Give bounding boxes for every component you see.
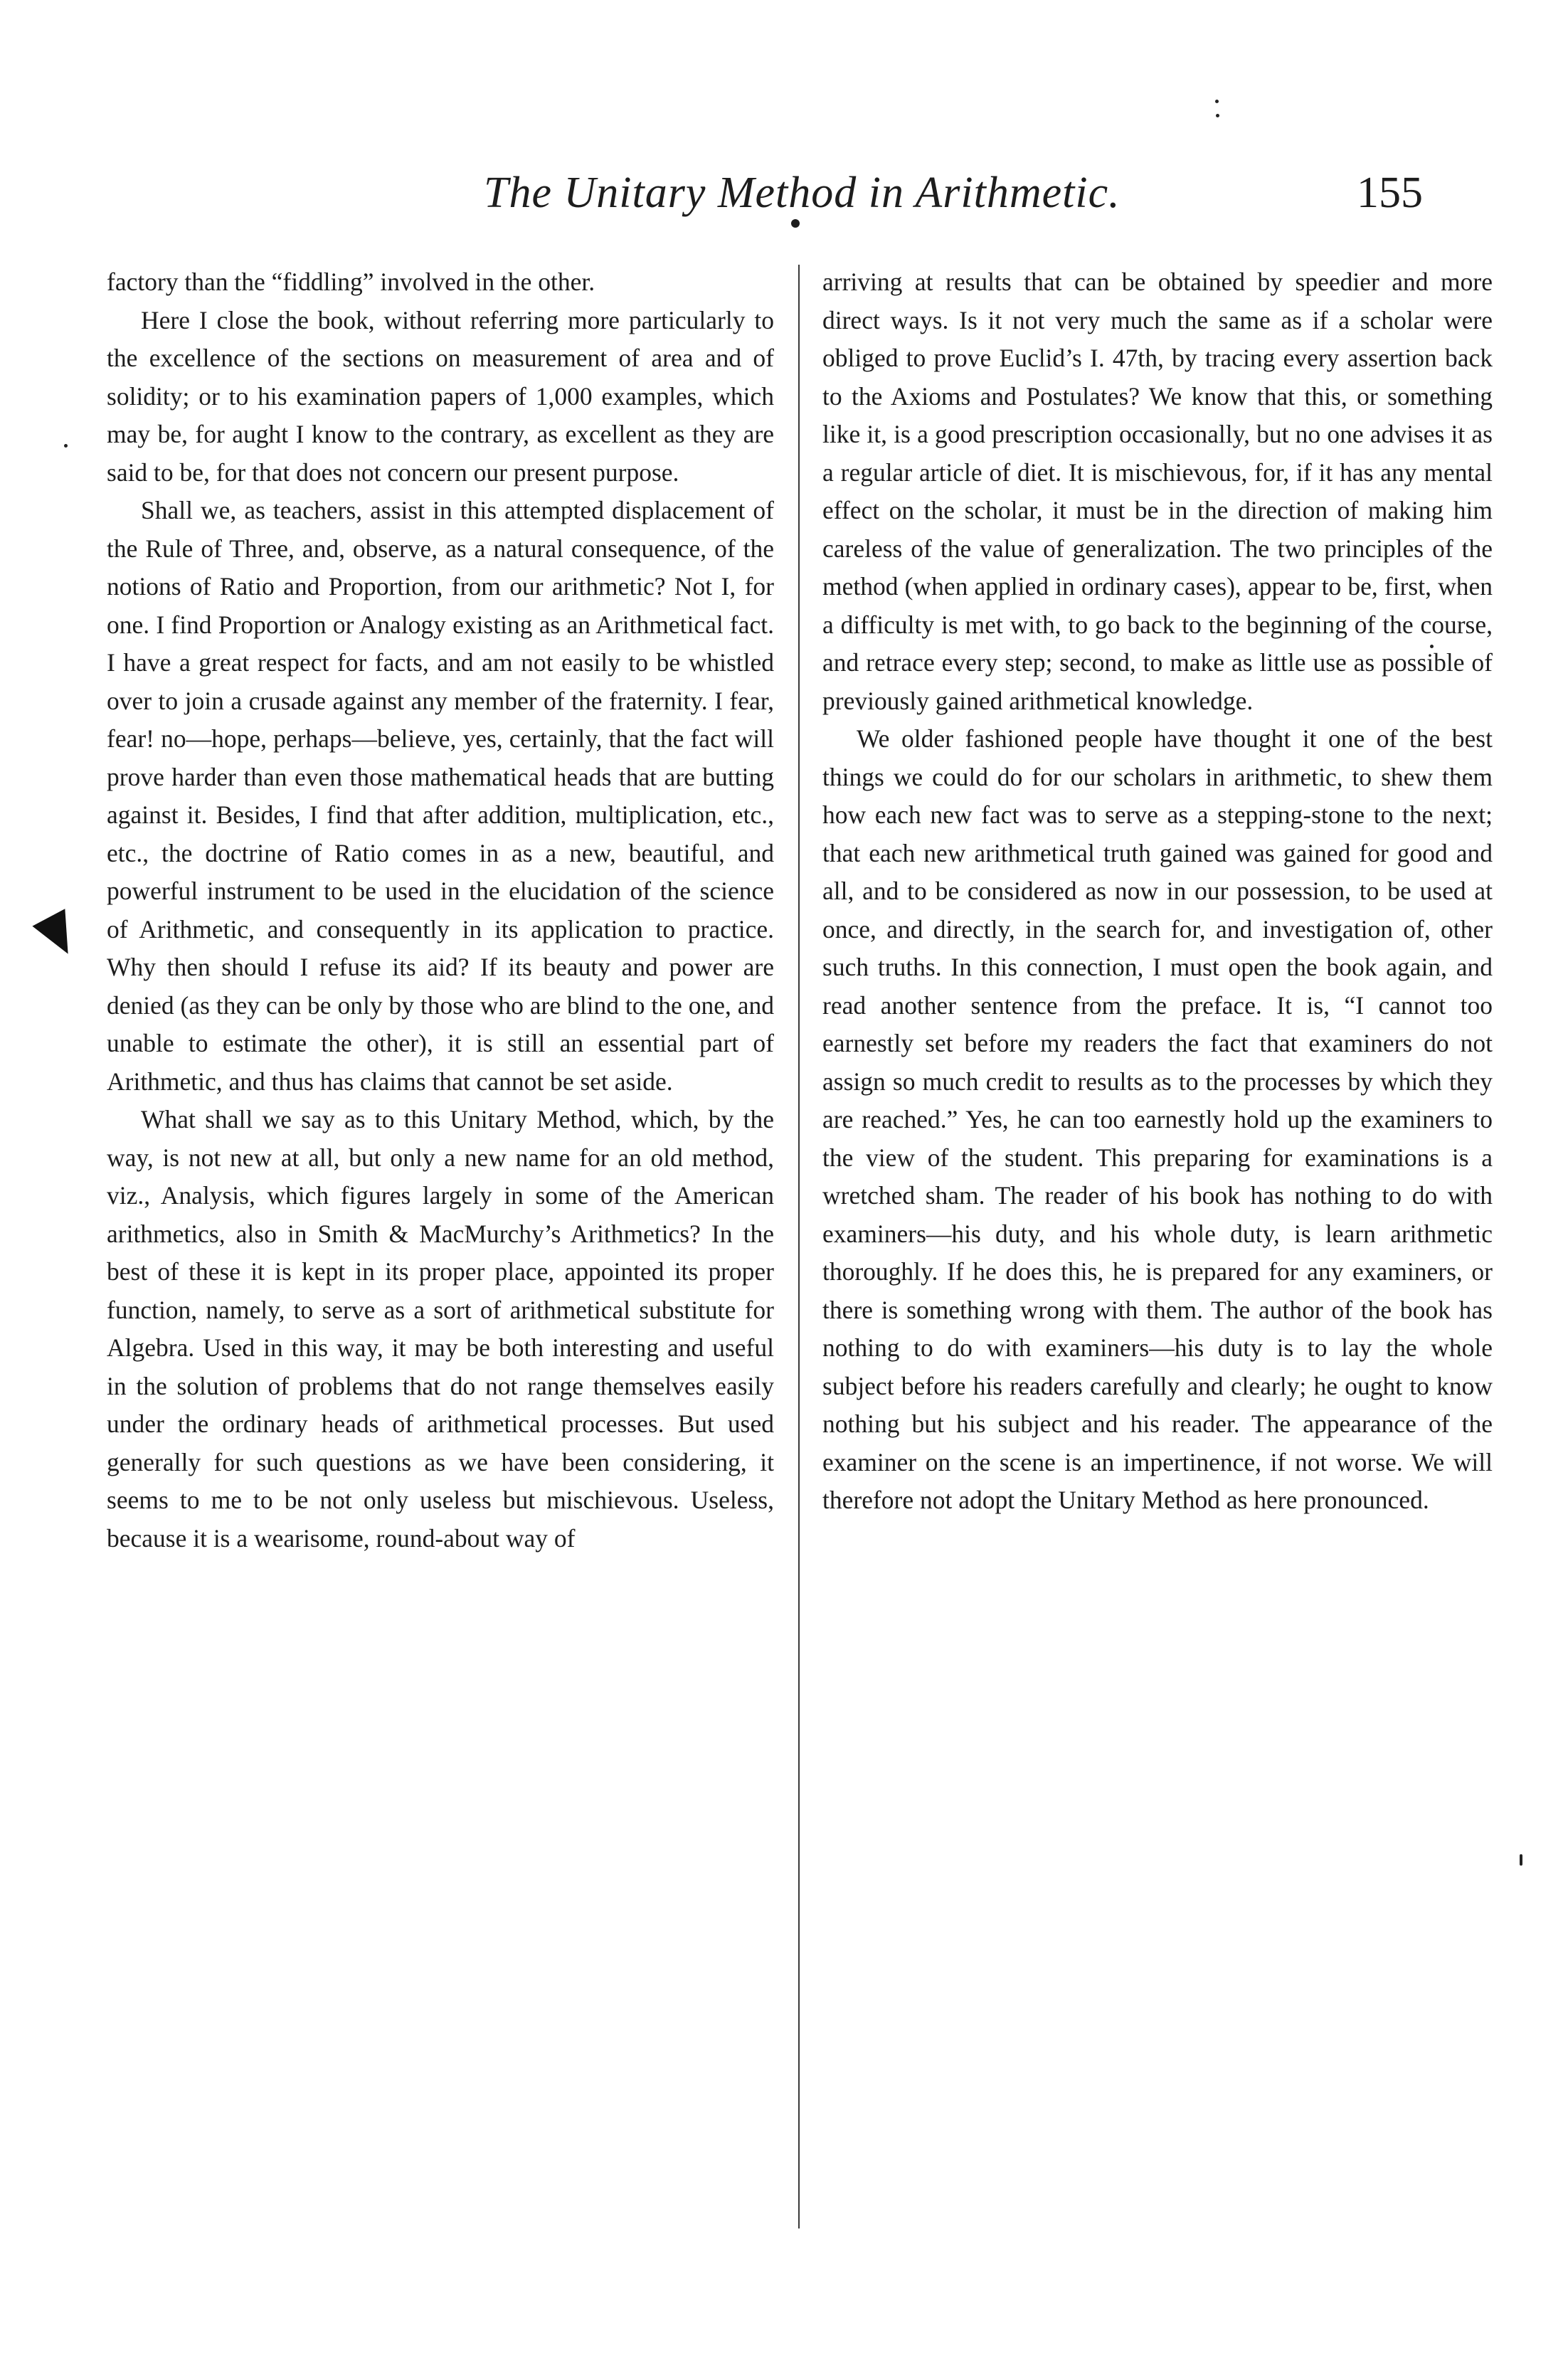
paragraph: What shall we say as to this Unitary Method, which, by the way, is not new at all, but only a new name for an old method, viz., Analysis, which figures largely in some of the American arithmetics, also in Smith & MacMurchy’s Arithmetics? In the best of these it is kept in its proper place, appointed its proper function, namely, to serve as a sort of arithmetical substitute for Algebra. Used in this way, it may be both interesting and useful in the solution of problems that do not range themselves easily under the ordinary heads of arithmetical processes. But used generally for such questions as we have been considering, it seems to me to be not only useless but mischievous. Useless, because it is a wearisome, round-about way of bbox=[107, 1105, 774, 1553]
right-column bbox=[822, 263, 1493, 1520]
speck-mark bbox=[1216, 114, 1219, 117]
running-title: The Unitary Method in Arithmetic. bbox=[484, 169, 1121, 217]
speck-mark bbox=[1215, 100, 1219, 103]
column-divider bbox=[798, 265, 800, 2228]
margin-arrow-mark bbox=[32, 909, 84, 963]
speck-mark bbox=[1520, 1854, 1522, 1866]
paragraph: factory than the “fiddling” involved in the other. bbox=[107, 268, 595, 296]
ornament-dot bbox=[791, 219, 800, 228]
speck-mark bbox=[64, 444, 68, 448]
paragraph: arriving at results that can be obtained by speedier and more direct ways. Is it not very much the same as if a scholar were obliged to prove Euclid’s I. 47th, by tracing every assertion back to the Axioms and Postulates? We know that this, or something like it, is a good prescription occasionally, but no one advises it as a regular article of diet. It is mischievous, for, if it has any mental effect on the scholar, it must be in the direction of making him careless of the value of generalization. The two principles of the method (when applied in ordinary cases), appear to be, first, when a difficulty is met with, to go back to the beginning of the course, and retrace every step; second, to make as little use as possible of previously gained arithmetical knowledge. bbox=[822, 268, 1493, 715]
left-column bbox=[107, 263, 774, 1558]
speck-mark bbox=[1430, 645, 1434, 648]
paragraph: Shall we, as teachers, assist in this attempted displacement of the Rule of Three, and, observe, as a natural consequence, of the notions of Ratio and Proportion, from our arithmetic? Not I, for one. I find Proportion or Analogy existing as an Arithmetical fact. I have a great respect for facts, and am not easily to be whistled over to join a crusade against any member of the fraternity. I fear, fear! no—hope, perhaps—believe, yes, certainly, that the fact will prove harder than even those mathematical heads that are butting against it. Besides, I find that after addition, multiplication, etc., etc., the doctrine of Ratio comes in as a new, beautiful, and powerful instrument to be used in the elucidation of the science of Arithmetic, and consequently in its application to practice. Why then should I refuse its aid? If its beauty and power are denied (as they can be only by those who are blind to the one, and unable to estimate the other), it is still an essential part of Arithmetic, and thus has claims that cannot be set aside. bbox=[107, 496, 774, 1096]
page-number: 155 bbox=[1357, 169, 1423, 217]
paragraph: Here I close the book, without referring more particularly to the excellence of the sections on measurement of area and of solidity; or to his examination papers of 1,000 examples, which may be, for aught I know to the contrary, as excellent as they are said to be, for that does not concern our present purpose. bbox=[107, 305, 774, 487]
paragraph: We older fashioned people have thought it one of the best things we could do for our scholars in arithmetic, to shew them how each new fact was to serve as a stepping-stone to the next; that each new arithmetical truth gained was gained for good and all, and to be considered as now in our possession, to be used at once, and directly, in the search for, and investigation of, other such truths. In this connection, I must open the book again, and read another sentence from the preface. It is, “I cannot too earnestly set before my readers the fact that examiners do not assign so much credit to results as to the processes by which they are reached.” Yes, he can too earnestly hold up the examiners to the view of the student. This preparing for examinations is a wretched sham. The reader of his book has nothing to do with examiners—his duty, and his whole duty, is learn arithmetic thoroughly. If he does this, he is prepared for any examiners, or there is something wrong with them. The author of the book has nothing to do with examiners—his duty is to lay the whole subject before his readers carefully and clearly; he ought to know nothing but his subject and his reader. The appearance of the examiner on the scene is an impertinence, if not worse. We will therefore not adopt the Unitary Method as here pronounced. bbox=[822, 724, 1493, 1514]
running-head bbox=[398, 151, 1423, 229]
